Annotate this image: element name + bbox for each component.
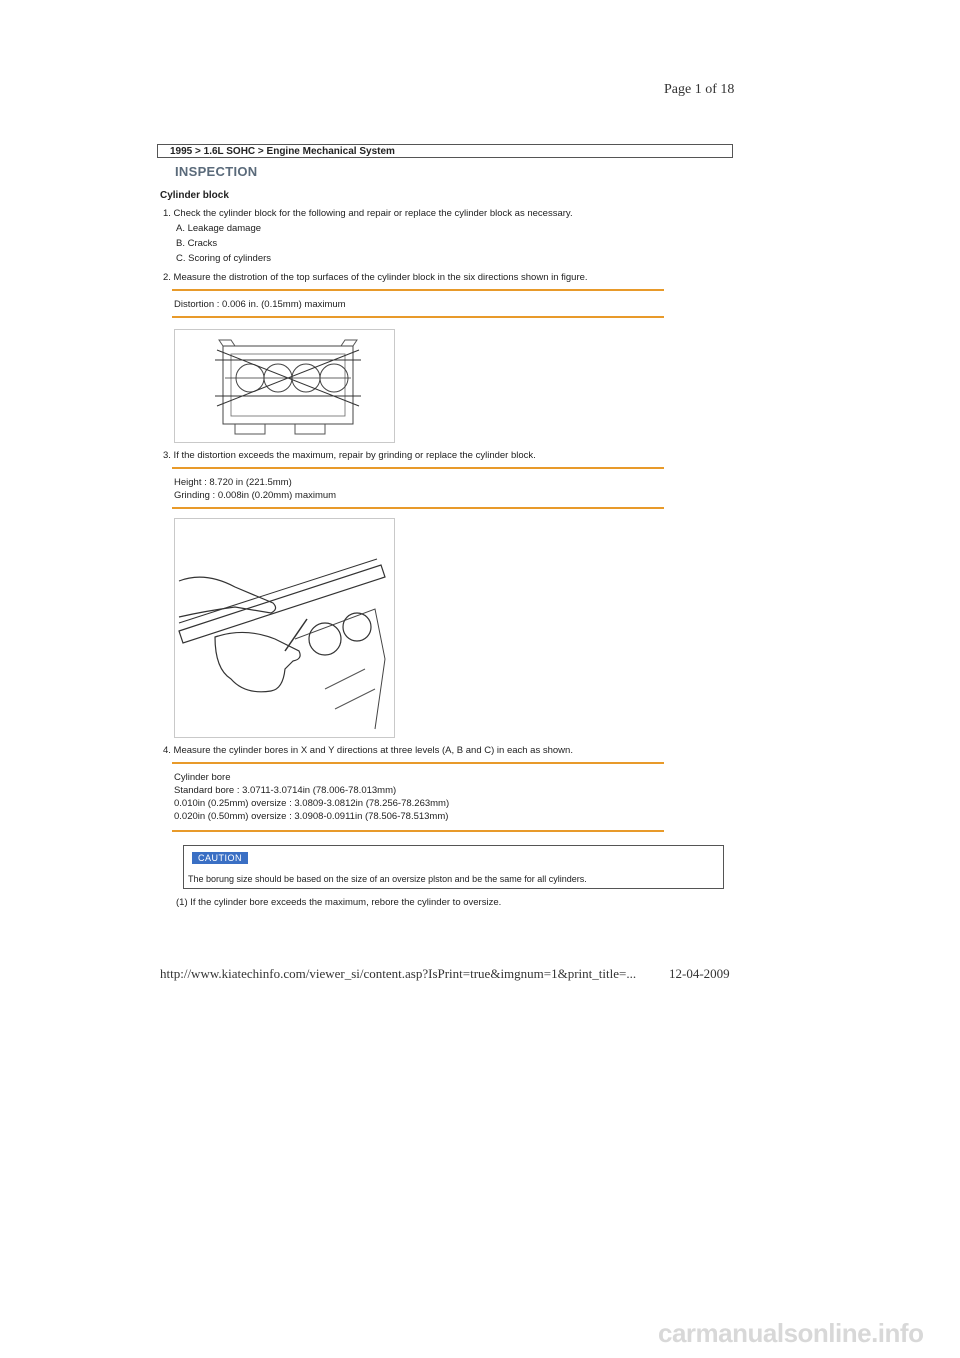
cylinder-block-drawing xyxy=(175,330,394,442)
spec-grinding: Grinding : 0.008in (0.20mm) maximum xyxy=(174,490,337,501)
spec-bore-025-oversize: 0.010in (0.25mm) oversize : 3.0809-3.0812in (78.256-78.263mm) xyxy=(174,798,450,809)
straightedge-drawing xyxy=(175,519,394,737)
spec-divider xyxy=(172,467,664,469)
footer-url[interactable]: http://www.kiatechinfo.com/viewer_si/content.asp?IsPrint=true&imgnum=1&print_title=... xyxy=(160,966,637,981)
step-1: 1. Check the cylinder block for the following and repair or replace the cylinder block as necessary. xyxy=(163,208,573,219)
spec-bore-title: Cylinder bore xyxy=(174,772,231,783)
caution-text: The borung size should be based on the size of an oversize plston and be the same for all cylinders. xyxy=(188,874,587,884)
spec-divider xyxy=(172,289,664,291)
breadcrumb[interactable]: 1995 > 1.6L SOHC > Engine Mechanical System xyxy=(157,144,733,158)
spec-divider xyxy=(172,762,664,764)
spec-divider xyxy=(172,507,664,509)
caution-box xyxy=(183,845,724,889)
step-2: 2. Measure the distrotion of the top surfaces of the cylinder block in the six directions shown in figure. xyxy=(163,272,588,283)
caution-badge: CAUTION xyxy=(192,852,248,864)
spec-height: Height : 8.720 in (221.5mm) xyxy=(174,477,292,488)
substep-1: (1) If the cylinder bore exceeds the maximum, rebore the cylinder to oversize. xyxy=(176,897,502,908)
step-3: 3. If the distortion exceeds the maximum, repair by grinding or replace the cylinder block. xyxy=(163,450,536,461)
footer-date: 12-04-2009 xyxy=(669,966,730,981)
section-title: INSPECTION xyxy=(175,164,258,179)
spec-distortion: Distortion : 0.006 in. (0.15mm) maximum xyxy=(174,299,346,310)
cylinder-block-top-figure xyxy=(174,329,395,443)
straightedge-measurement-figure xyxy=(174,518,395,738)
watermark: carmanualsonline.info xyxy=(658,1318,924,1348)
spec-divider xyxy=(172,316,664,318)
spec-bore-050-oversize: 0.020in (0.50mm) oversize : 3.0908-0.0911in (78.506-78.513mm) xyxy=(174,811,449,822)
subheading: Cylinder block xyxy=(160,190,229,201)
spec-divider xyxy=(172,830,664,832)
step-1a: A. Leakage damage xyxy=(176,223,262,234)
page-number: Page 1 of 18 xyxy=(664,82,735,97)
step-1b: B. Cracks xyxy=(176,238,218,249)
spec-bore-standard: Standard bore : 3.0711-3.0714in (78.006-78.013mm) xyxy=(174,785,397,796)
step-4: 4. Measure the cylinder bores in X and Y directions at three levels (A, B and C) in each as shown. xyxy=(163,745,573,756)
step-1c: C. Scoring of cylinders xyxy=(176,253,272,264)
